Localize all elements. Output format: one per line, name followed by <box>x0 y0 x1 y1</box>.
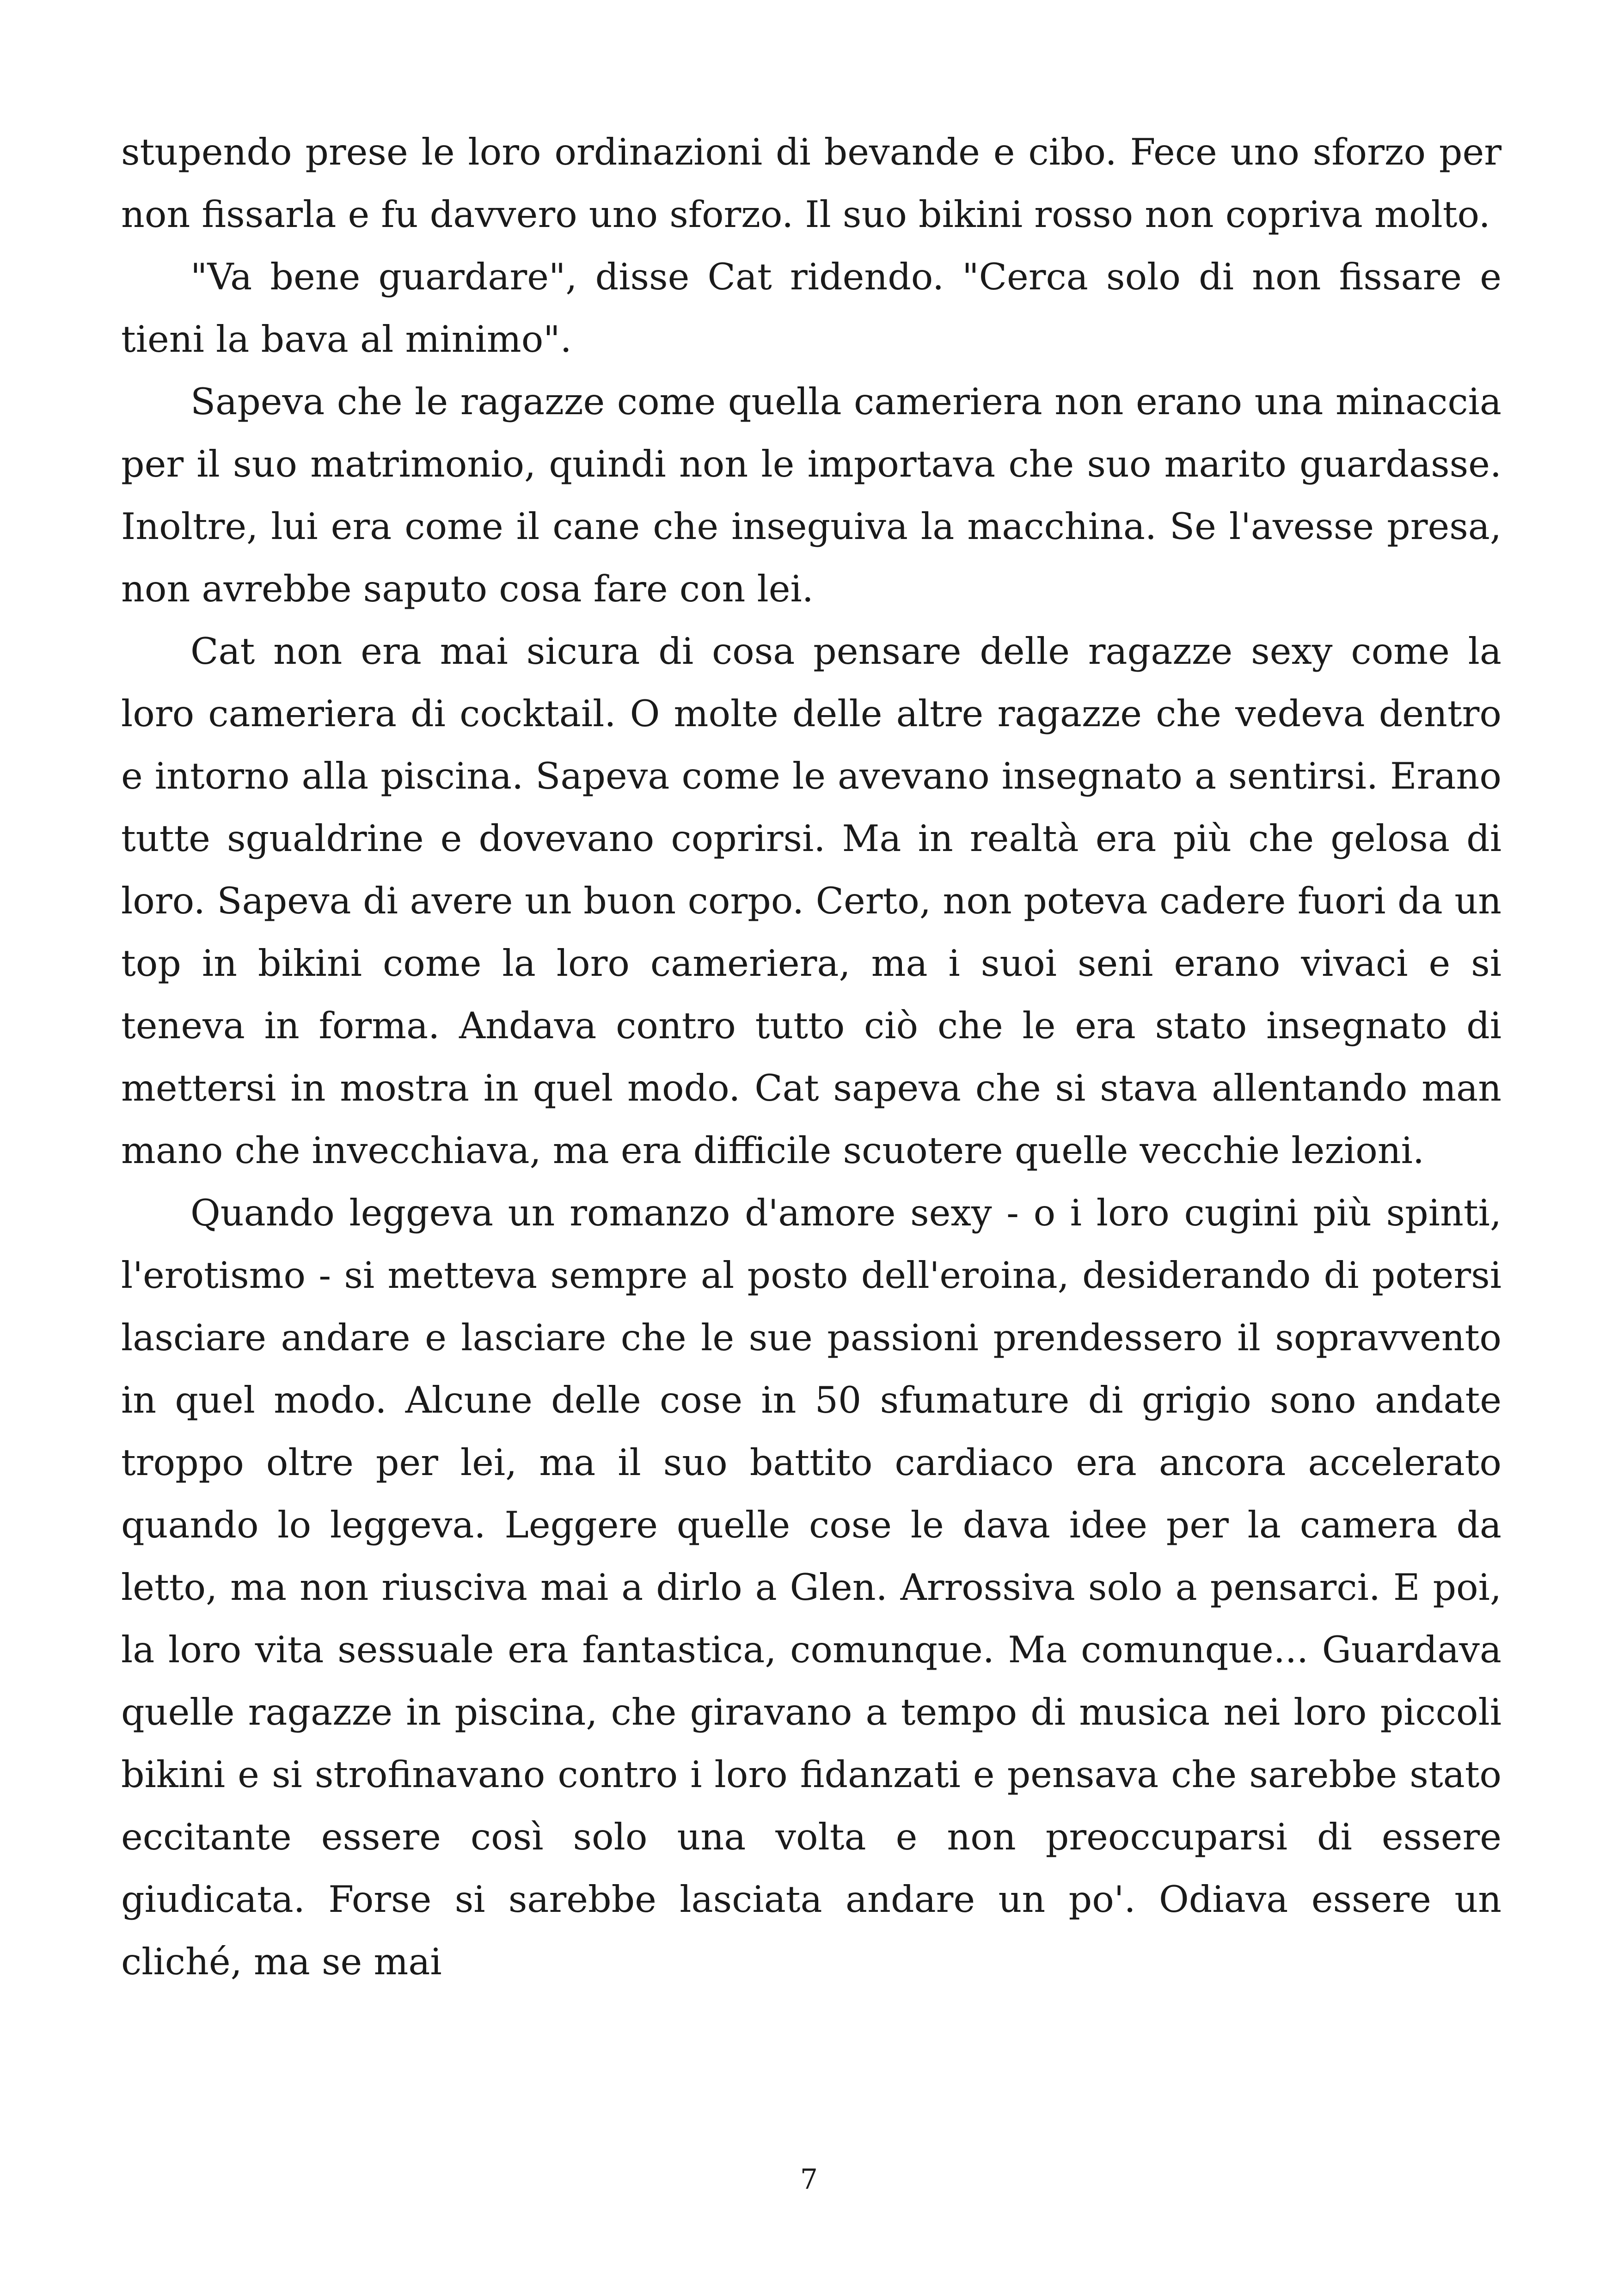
paragraph: Sapeva che le ragazze come quella cameriera non erano una minaccia per il suo matrimonio, quindi non le importava che suo marito guardasse. Inoltre, lui era come il cane che inseguiva la macchina. Se l'avesse presa, non avrebbe saputo cosa fare con lei. <box>121 380 1502 610</box>
page-number: 7 <box>800 2163 818 2196</box>
paragraph: Cat non era mai sicura di cosa pensare delle ragazze sexy come la loro cameriera di cocktail. O molte delle altre ragazze che vedeva dentro e intorno alla piscina. Sapeva come le avevano insegnato a sentirsi. Erano tutte sgualdrine e dovevano coprirsi. Ma in realtà era più che gelosa di loro. Sapeva di avere un buon corpo. Certo, non poteva cadere fuori da un top in bikini come la loro cameriera, ma i suoi seni erano vivaci e si teneva in forma. Andava contro tutto ciò che le era stato insegnato di mettersi in mostra in quel modo. Cat sapeva che si stava allentando man mano che invecchiava, ma era difficile scuotere quelle vecchie lezioni. <box>121 630 1502 1172</box>
page-body <box>121 121 1502 1993</box>
paragraph: Quando leggeva un romanzo d'amore sexy - o i loro cugini più spinti, l'erotismo - si metteva sempre al posto dell'eroina, desiderando di potersi lasciare andare e lasciare che le sue passioni prendessero il sopravvento in quel modo. Alcune delle cose in 50 sfumature di grigio sono andate troppo oltre per lei, ma il suo battito cardiaco era ancora accelerato quando lo leggeva. Leggere quelle cose le dava idee per la camera da letto, ma non riusciva mai a dirlo a Glen. Arrossiva solo a pensarci. E poi, la loro vita sessuale era fantastica, comunque. Ma comunque... Guardava quelle ragazze in piscina, che giravano a tempo di musica nei loro piccoli bikini e si strofinavano contro i loro fidanzati e pensava che sarebbe stato eccitante essere così solo una volta e non preoccuparsi di essere giudicata. Forse si sarebbe lasciata andare un po'. Odiava essere un cliché, ma se mai <box>121 1192 1502 1983</box>
paragraph: stupendo prese le loro ordinazioni di bevande e cibo. Fece uno sforzo per non fissarla e fu davvero uno sforzo. Il suo bikini rosso non copriva molto. <box>121 131 1502 236</box>
paragraph: "Va bene guardare", disse Cat ridendo. "Cerca solo di non fissare e tieni la bava al minimo". <box>121 256 1502 361</box>
